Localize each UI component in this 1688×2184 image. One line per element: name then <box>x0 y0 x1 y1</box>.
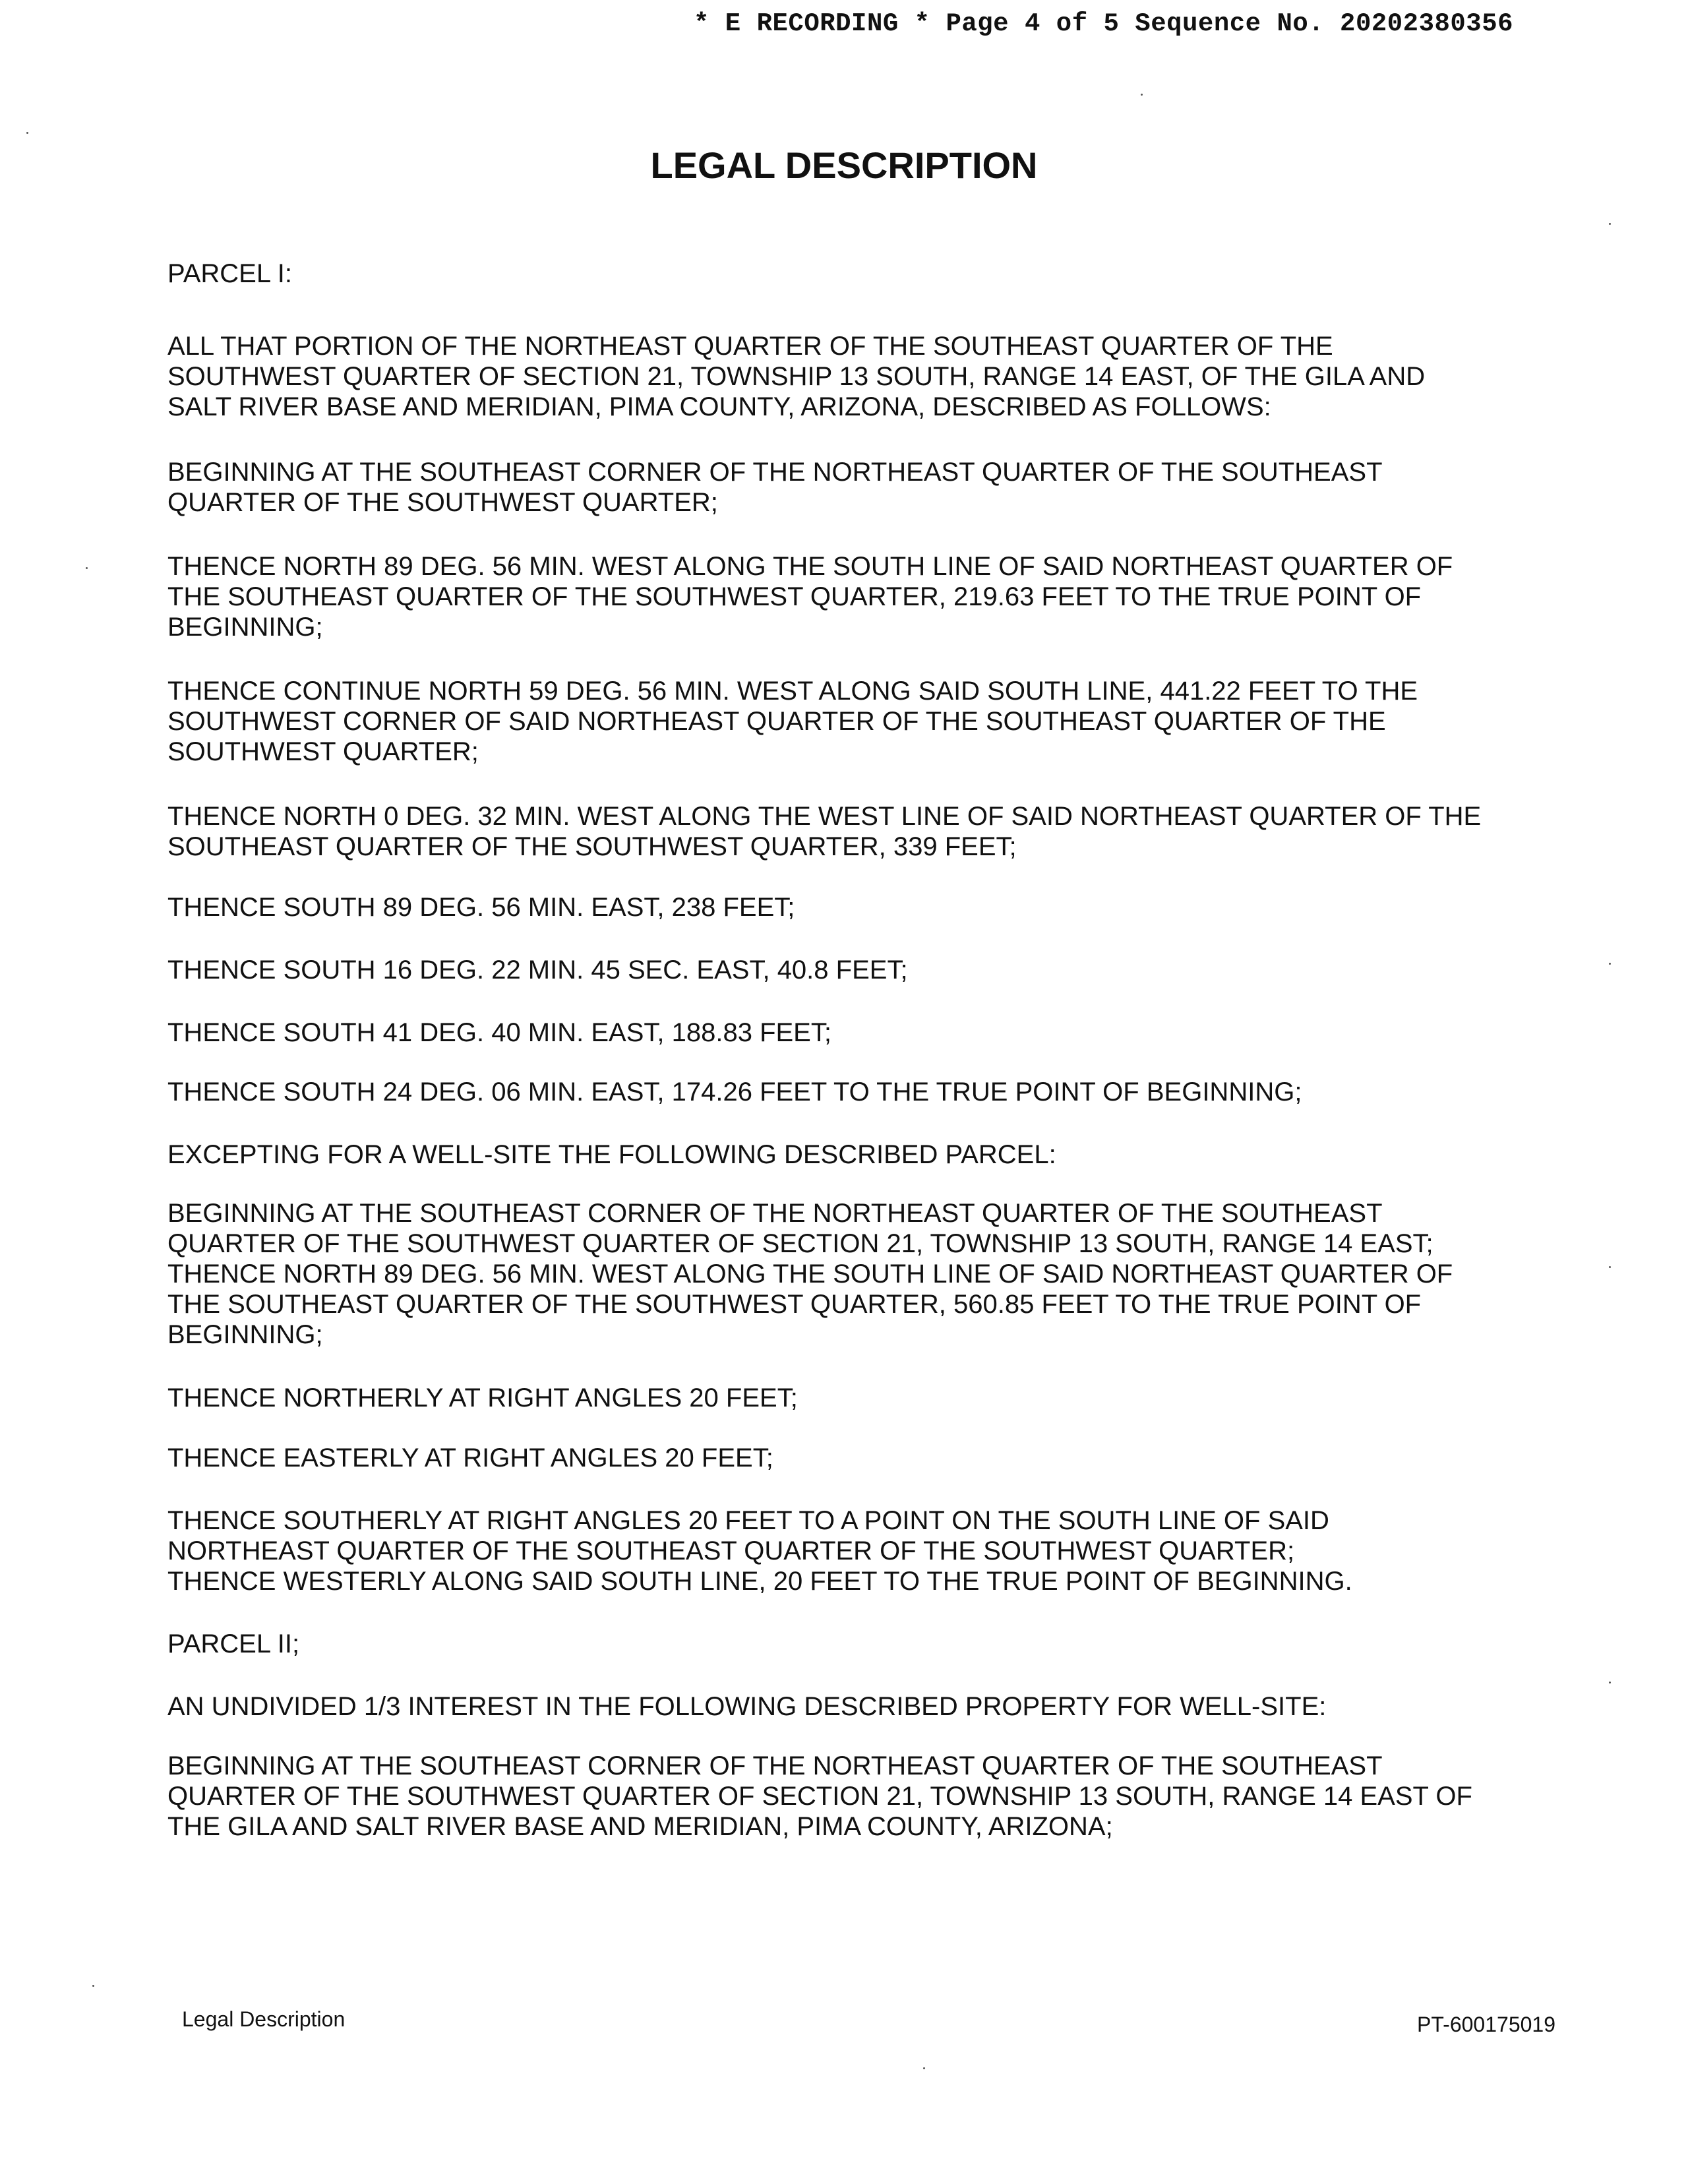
paragraph <box>167 1198 1572 1350</box>
scan-speck <box>86 567 88 569</box>
paragraph-line: QUARTER OF THE SOUTHWEST QUARTER; <box>167 488 718 517</box>
scan-speck <box>1609 963 1611 965</box>
paragraph-line: SALT RIVER BASE AND MERIDIAN, PIMA COUNTY, ARIZONA, DESCRIBED AS FOLLOWS: <box>167 392 1271 421</box>
footer-document-label: Legal Description <box>182 2007 346 2031</box>
paragraph <box>167 1139 1572 1170</box>
page-title: LEGAL DESCRIPTION <box>650 144 1038 186</box>
paragraph-line: SOUTHEAST QUARTER OF THE SOUTHWEST QUARTER, 339 FEET; <box>167 832 1017 861</box>
paragraph-line: PARCEL I: <box>167 259 292 288</box>
paragraph-line: BEGINNING; <box>167 1320 323 1349</box>
paragraph-line: THENCE SOUTH 89 DEG. 56 MIN. EAST, 238 FEET; <box>167 893 795 922</box>
paragraph-line: THENCE SOUTH 41 DEG. 40 MIN. EAST, 188.83 FEET; <box>167 1018 831 1047</box>
scan-speck <box>92 1985 94 1987</box>
paragraph-line: SOUTHWEST QUARTER OF SECTION 21, TOWNSHIP 13 SOUTH, RANGE 14 EAST, OF THE GILA AND <box>167 362 1426 391</box>
footer-reference-number: PT-600175019 <box>1417 2013 1555 2036</box>
paragraph <box>167 331 1572 422</box>
scan-speck <box>1609 1682 1611 1684</box>
parcel-heading <box>167 1629 1572 1659</box>
paragraph <box>167 551 1572 642</box>
scan-speck <box>26 132 28 134</box>
paragraph <box>167 457 1572 518</box>
paragraph-line: THE SOUTHEAST QUARTER OF THE SOUTHWEST QUARTER, 219.63 FEET TO THE TRUE POINT OF <box>167 582 1422 611</box>
paragraph-line: THENCE NORTH 89 DEG. 56 MIN. WEST ALONG THE SOUTH LINE OF SAID NORTHEAST QUARTER OF <box>167 1259 1453 1289</box>
paragraph-line: PARCEL II; <box>167 1629 300 1658</box>
paragraph-line: SOUTHWEST CORNER OF SAID NORTHEAST QUARTER OF THE SOUTHEAST QUARTER OF THE <box>167 707 1386 736</box>
paragraph-line: THENCE CONTINUE NORTH 59 DEG. 56 MIN. WEST ALONG SAID SOUTH LINE, 441.22 FEET TO THE <box>167 677 1418 706</box>
paragraph <box>167 892 1572 923</box>
paragraph-line: THE GILA AND SALT RIVER BASE AND MERIDIAN, PIMA COUNTY, ARIZONA; <box>167 1812 1113 1841</box>
paragraph-line: THENCE EASTERLY AT RIGHT ANGLES 20 FEET; <box>167 1443 773 1472</box>
paragraph <box>167 1751 1572 1842</box>
paragraph-line: THENCE SOUTH 24 DEG. 06 MIN. EAST, 174.26 FEET TO THE TRUE POINT OF BEGINNING; <box>167 1077 1302 1107</box>
paragraph-line: BEGINNING AT THE SOUTHEAST CORNER OF THE NORTHEAST QUARTER OF THE SOUTHEAST <box>167 1751 1383 1780</box>
paragraph-line: THENCE NORTHERLY AT RIGHT ANGLES 20 FEET; <box>167 1383 798 1412</box>
paragraph-line: THENCE SOUTHERLY AT RIGHT ANGLES 20 FEET TO A POINT ON THE SOUTH LINE OF SAID <box>167 1506 1329 1535</box>
paragraph <box>167 1443 1572 1473</box>
paragraph-line: THENCE NORTH 89 DEG. 56 MIN. WEST ALONG THE SOUTH LINE OF SAID NORTHEAST QUARTER OF <box>167 552 1453 581</box>
paragraph-line: ALL THAT PORTION OF THE NORTHEAST QUARTER OF THE SOUTHEAST QUARTER OF THE <box>167 332 1333 361</box>
parcel-heading <box>167 258 1572 289</box>
paragraph <box>167 1691 1572 1722</box>
paragraph <box>167 801 1572 862</box>
paragraph-line: THE SOUTHEAST QUARTER OF THE SOUTHWEST QUARTER, 560.85 FEET TO THE TRUE POINT OF <box>167 1290 1422 1319</box>
paragraph-line: THENCE SOUTH 16 DEG. 22 MIN. 45 SEC. EAST, 40.8 FEET; <box>167 956 908 985</box>
paragraph-line: THENCE NORTH 0 DEG. 32 MIN. WEST ALONG THE WEST LINE OF SAID NORTHEAST QUARTER OF THE <box>167 802 1482 831</box>
scan-speck <box>1141 94 1143 96</box>
paragraph <box>167 1077 1572 1107</box>
paragraph-line: EXCEPTING FOR A WELL-SITE THE FOLLOWING DESCRIBED PARCEL: <box>167 1140 1056 1169</box>
paragraph <box>167 1017 1572 1048</box>
paragraph-line: BEGINNING; <box>167 613 323 642</box>
paragraph-line: QUARTER OF THE SOUTHWEST QUARTER OF SECTION 21, TOWNSHIP 13 SOUTH, RANGE 14 EAST; <box>167 1229 1433 1258</box>
paragraph-line: AN UNDIVIDED 1/3 INTEREST IN THE FOLLOWING DESCRIBED PROPERTY FOR WELL-SITE: <box>167 1692 1327 1721</box>
paragraph <box>167 676 1572 767</box>
scan-speck <box>1609 223 1611 225</box>
scan-speck <box>1609 1266 1611 1268</box>
paragraph <box>167 1505 1572 1596</box>
paragraph-line: THENCE WESTERLY ALONG SAID SOUTH LINE, 20 FEET TO THE TRUE POINT OF BEGINNING. <box>167 1567 1352 1596</box>
recording-header: * E RECORDING * Page 4 of 5 Sequence No. 20202380356 <box>694 9 1513 38</box>
paragraph-line: NORTHEAST QUARTER OF THE SOUTHEAST QUARTER OF THE SOUTHWEST QUARTER; <box>167 1536 1295 1565</box>
paragraph-line: QUARTER OF THE SOUTHWEST QUARTER OF SECTION 21, TOWNSHIP 13 SOUTH, RANGE 14 EAST OF <box>167 1782 1472 1811</box>
paragraph-line: SOUTHWEST QUARTER; <box>167 737 479 766</box>
scan-speck <box>923 2067 925 2069</box>
paragraph-line: BEGINNING AT THE SOUTHEAST CORNER OF THE NORTHEAST QUARTER OF THE SOUTHEAST <box>167 458 1383 487</box>
paragraph-line: BEGINNING AT THE SOUTHEAST CORNER OF THE NORTHEAST QUARTER OF THE SOUTHEAST <box>167 1199 1383 1228</box>
paragraph <box>167 1383 1572 1413</box>
paragraph <box>167 955 1572 985</box>
